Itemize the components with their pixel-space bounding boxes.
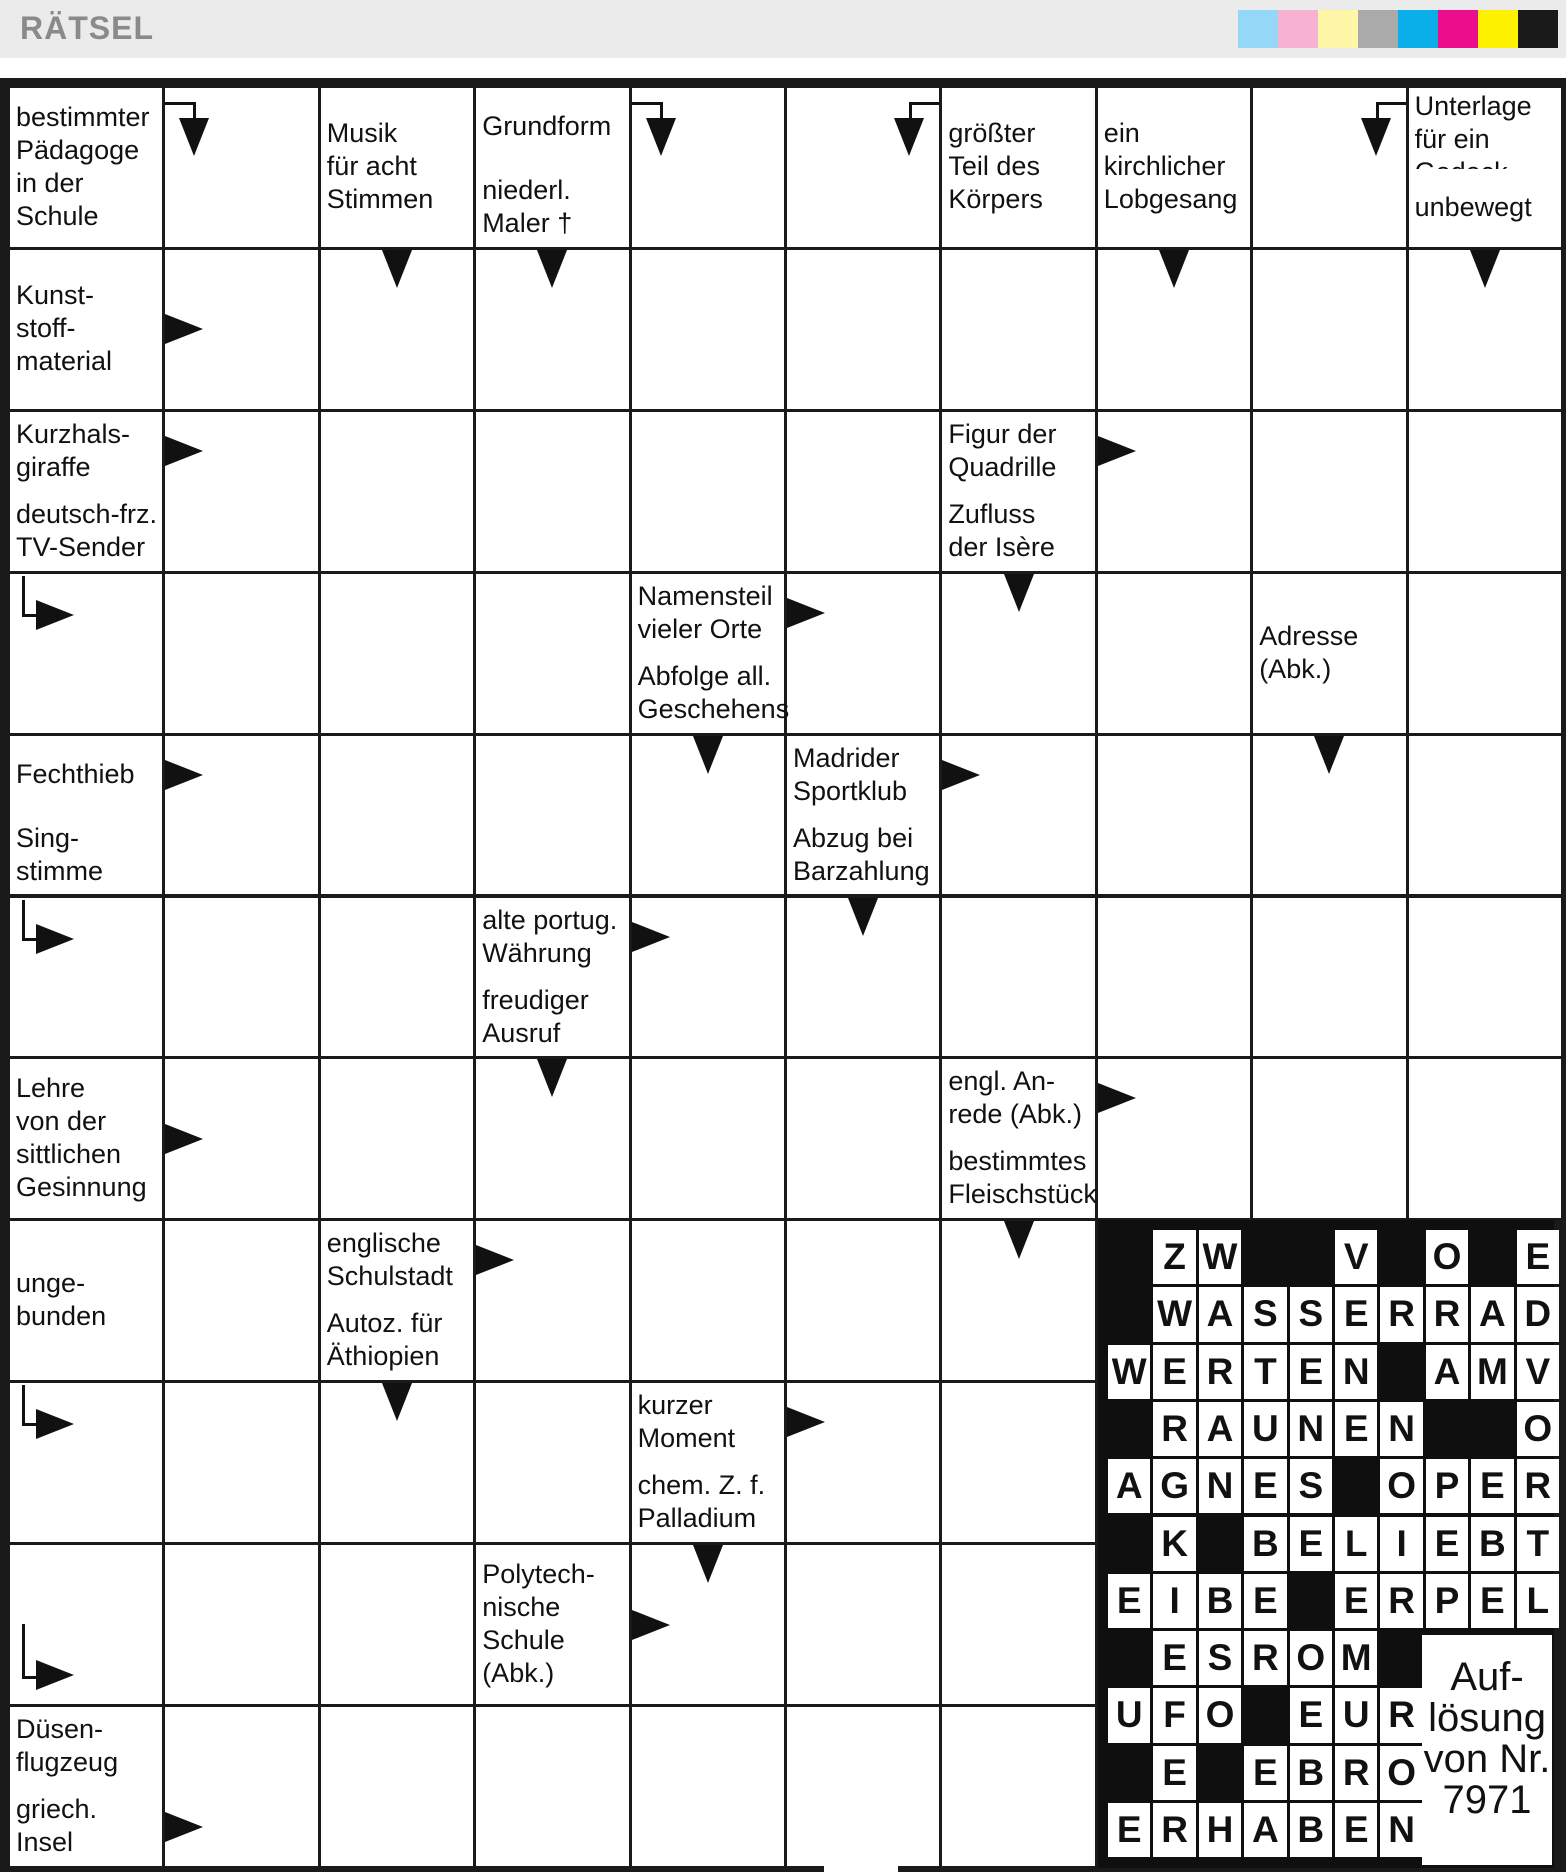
- arrow-down-icon: [1004, 1221, 1034, 1259]
- arrow-bend-icon: [22, 576, 25, 614]
- grid-cell[interactable]: [165, 1383, 317, 1542]
- arrow-down-icon: [693, 736, 723, 774]
- clue-c11: Figur der Quadrille: [942, 412, 1094, 490]
- solution-letter: A: [1108, 1459, 1150, 1513]
- grid-cell[interactable]: [321, 574, 473, 733]
- clue-c0: bestimmter Pädagoge in der Schule: [10, 88, 162, 247]
- arrow-right-icon: [36, 1660, 74, 1690]
- solution-letter: L: [1517, 1574, 1559, 1628]
- solution-letter: B: [1290, 1746, 1332, 1800]
- grid-cell[interactable]: [942, 898, 1094, 1057]
- clue-c26: englische Schulstadt: [321, 1221, 473, 1299]
- solution-letter: R: [1517, 1459, 1559, 1513]
- grid-cell[interactable]: [787, 1707, 939, 1866]
- arrow-bend-icon: [22, 1423, 36, 1426]
- solution-letter: T: [1517, 1517, 1559, 1571]
- grid-cell[interactable]: [1253, 250, 1405, 409]
- grid-cell[interactable]: [476, 574, 628, 733]
- grid-cell[interactable]: [787, 1059, 939, 1218]
- grid-cell[interactable]: [787, 412, 939, 571]
- grid-cell[interactable]: [476, 736, 628, 895]
- solution-letter: E: [1335, 1574, 1377, 1628]
- arrow-right-icon: [632, 922, 670, 952]
- grid-cell[interactable]: [1253, 898, 1405, 1057]
- arrow-right-icon: [165, 760, 203, 790]
- arrow-right-icon: [942, 760, 980, 790]
- clue-c30: Polytech- nische Schule (Abk.): [476, 1545, 628, 1704]
- arrow-down-icon: [1159, 250, 1189, 288]
- arrow-bend-icon: [909, 102, 939, 105]
- arrow-right-icon: [36, 1409, 74, 1439]
- arrow-down-icon: [1004, 574, 1034, 612]
- clue-c1: Musik für acht Stimmen: [321, 88, 473, 247]
- solution-letter: P: [1426, 1459, 1468, 1513]
- solution-letter: R: [1380, 1574, 1422, 1628]
- solution-letter: U: [1335, 1688, 1377, 1742]
- solution-letter: S: [1199, 1631, 1241, 1685]
- arrow-bend-icon: [22, 1624, 25, 1679]
- solution-letter: I: [1153, 1574, 1195, 1628]
- arrow-bend-icon: [22, 1676, 36, 1679]
- arrow-down-icon: [646, 118, 676, 156]
- solution-letter: O: [1290, 1631, 1332, 1685]
- arrow-down-icon: [537, 1059, 567, 1097]
- arrow-right-icon: [787, 598, 825, 628]
- solution-letter: A: [1426, 1345, 1468, 1399]
- clue-c19: Abzug bei Barzahlung: [787, 817, 939, 895]
- grid-cell[interactable]: [942, 1383, 1094, 1542]
- grid-cell[interactable]: [476, 1707, 628, 1866]
- solution-letter: N: [1380, 1402, 1422, 1456]
- section-title: RÄTSEL: [20, 10, 154, 46]
- solution-letter: E: [1153, 1631, 1195, 1685]
- solution-letter: A: [1244, 1803, 1286, 1857]
- solution-letter: O: [1517, 1402, 1559, 1456]
- solution-letter: R: [1426, 1287, 1468, 1341]
- solution-letter: D: [1517, 1287, 1559, 1341]
- grid-cell[interactable]: [632, 1707, 784, 1866]
- arrow-right-icon: [165, 1812, 203, 1842]
- clue-c23: engl. An- rede (Abk.): [942, 1059, 1094, 1137]
- grid-cell[interactable]: [1409, 412, 1561, 571]
- arrow-bend-icon: [660, 102, 663, 118]
- arrow-down-icon: [179, 118, 209, 156]
- grid-cell[interactable]: [787, 1545, 939, 1704]
- clue-c3: niederl. Maler †: [476, 169, 628, 247]
- solution-letter: U: [1244, 1402, 1286, 1456]
- clue-c31: Düsen- flugzeug: [10, 1707, 162, 1785]
- grid-cell[interactable]: [1098, 736, 1250, 895]
- arrow-down-icon: [537, 250, 567, 288]
- clue-c7: unbewegt: [1409, 169, 1561, 247]
- grid-cell[interactable]: [942, 1707, 1094, 1866]
- solution-letter: E: [1335, 1803, 1377, 1857]
- clue-c15: Adresse (Abk.): [1253, 574, 1405, 733]
- arrow-right-icon: [165, 314, 203, 344]
- grid-cell[interactable]: [321, 1059, 473, 1218]
- solution-letter: O: [1380, 1746, 1422, 1800]
- grid-cell[interactable]: [165, 1221, 317, 1380]
- color-swatch: [1518, 10, 1558, 48]
- solution-letter: O: [1199, 1688, 1241, 1742]
- arrow-bend-icon: [909, 102, 912, 118]
- solution-letter: E: [1153, 1746, 1195, 1800]
- solution-letter: W: [1108, 1345, 1150, 1399]
- solution-letter: W: [1199, 1230, 1241, 1284]
- grid-cell[interactable]: [787, 250, 939, 409]
- solution-letter: E: [1108, 1803, 1150, 1857]
- arrow-down-icon: [693, 1545, 723, 1583]
- clue-c9: Kurzhals- giraffe: [10, 412, 162, 490]
- solution-letter: E: [1290, 1345, 1332, 1399]
- solution-letter: T: [1244, 1345, 1286, 1399]
- arrow-bend-icon: [22, 900, 25, 938]
- solution-letter: Z: [1153, 1230, 1195, 1284]
- clue-c32: griech. Insel: [10, 1788, 162, 1866]
- solution-letter: M: [1471, 1345, 1513, 1399]
- clue-c8: Kunst- stoff- material: [10, 250, 162, 409]
- grid-cell[interactable]: [1409, 1059, 1561, 1218]
- solution-letter: O: [1426, 1230, 1468, 1284]
- solution-letter: U: [1108, 1688, 1150, 1742]
- grid-cell[interactable]: [321, 412, 473, 571]
- solution-letter: E: [1335, 1287, 1377, 1341]
- grid-cell[interactable]: [632, 88, 784, 247]
- grid-cell[interactable]: [10, 1383, 162, 1542]
- solution-letter: E: [1426, 1517, 1468, 1571]
- arrow-bend-icon: [1376, 102, 1406, 105]
- solution-letter: O: [1380, 1459, 1422, 1513]
- solution-letter: A: [1199, 1402, 1241, 1456]
- color-swatch: [1318, 10, 1358, 48]
- solution-letter: S: [1244, 1287, 1286, 1341]
- solution-letter: V: [1517, 1345, 1559, 1399]
- grid-cell[interactable]: [165, 1545, 317, 1704]
- arrow-right-icon: [632, 1610, 670, 1640]
- solution-letter: N: [1380, 1803, 1422, 1857]
- solution-letter: V: [1335, 1230, 1377, 1284]
- clue-c21: freudiger Ausruf: [476, 979, 628, 1057]
- clue-c17: Sing- stimme: [10, 817, 162, 895]
- solution-letter: R: [1153, 1803, 1195, 1857]
- solution-letter: S: [1290, 1287, 1332, 1341]
- clue-c16: Fechthieb: [10, 736, 162, 814]
- solution-letter: B: [1199, 1574, 1241, 1628]
- solution-caption: Auf- lösung von Nr. 7971: [1422, 1635, 1552, 1865]
- grid-cell[interactable]: [165, 898, 317, 1057]
- header-bar: [0, 0, 1566, 58]
- grid-cell[interactable]: [942, 1545, 1094, 1704]
- clue-c29: chem. Z. f. Palladium: [632, 1464, 784, 1542]
- clue-c20: alte portug. Währung: [476, 898, 628, 976]
- arrow-down-icon: [382, 1383, 412, 1421]
- arrow-right-icon: [1098, 436, 1136, 466]
- solution-letter: E: [1244, 1459, 1286, 1513]
- solution-letter: F: [1153, 1688, 1195, 1742]
- solution-letter: N: [1290, 1402, 1332, 1456]
- arrow-down-icon: [894, 118, 924, 156]
- color-swatch: [1358, 10, 1398, 48]
- solution-letter: P: [1426, 1574, 1468, 1628]
- clue-c18: Madrider Sportklub: [787, 736, 939, 814]
- grid-cell[interactable]: [10, 898, 162, 1057]
- grid-cell[interactable]: [787, 88, 939, 247]
- solution-letter: B: [1244, 1517, 1286, 1571]
- solution-letter: R: [1380, 1688, 1422, 1742]
- color-swatch: [1278, 10, 1318, 48]
- arrow-bend-icon: [22, 1385, 25, 1423]
- grid-cell[interactable]: [1409, 898, 1561, 1057]
- arrow-down-icon: [1314, 736, 1344, 774]
- clue-c22: Lehre von der sittlichen Gesinnung: [10, 1059, 162, 1218]
- solution-letter: K: [1153, 1517, 1195, 1571]
- solution-letter: H: [1199, 1803, 1241, 1857]
- grid-cell[interactable]: [10, 1545, 162, 1704]
- arrow-right-icon: [36, 600, 74, 630]
- solution-letter: G: [1153, 1459, 1195, 1513]
- solution-letter: E: [1517, 1230, 1559, 1284]
- arrow-bend-icon: [632, 102, 660, 105]
- grid-cell[interactable]: [321, 898, 473, 1057]
- grid-cell[interactable]: [321, 1707, 473, 1866]
- solution-letter: E: [1244, 1746, 1286, 1800]
- arrow-bend-icon: [22, 938, 36, 941]
- grid-cell[interactable]: [1409, 736, 1561, 895]
- solution-letter: N: [1335, 1345, 1377, 1399]
- grid-cell[interactable]: [1409, 574, 1561, 733]
- arrow-right-icon: [1098, 1083, 1136, 1113]
- grid-cell[interactable]: [1098, 898, 1250, 1057]
- arrow-right-icon: [165, 1124, 203, 1154]
- solution-letter: E: [1108, 1574, 1150, 1628]
- arrow-bend-icon: [1376, 102, 1379, 118]
- clue-c5: ein kirchlicher Lobgesang: [1098, 88, 1250, 247]
- grid-cell[interactable]: [1253, 1059, 1405, 1218]
- arrow-down-icon: [1361, 118, 1391, 156]
- solution-letter: E: [1335, 1402, 1377, 1456]
- clue-c12: Zufluss der Isère: [942, 493, 1094, 571]
- solution-letter: W: [1153, 1287, 1195, 1341]
- arrow-right-icon: [787, 1407, 825, 1437]
- solution-letter: A: [1471, 1287, 1513, 1341]
- solution-letter: E: [1153, 1345, 1195, 1399]
- clue-c27: Autoz. für Äthiopien: [321, 1302, 473, 1380]
- solution-letter: I: [1380, 1517, 1422, 1571]
- grid-cell[interactable]: [632, 412, 784, 571]
- grid-cell[interactable]: [165, 88, 317, 247]
- grid-cell[interactable]: [1253, 88, 1405, 247]
- grid-cell[interactable]: [632, 250, 784, 409]
- solution-letter: R: [1244, 1631, 1286, 1685]
- solution-letter: E: [1471, 1574, 1513, 1628]
- solution-letter: S: [1290, 1459, 1332, 1513]
- arrow-right-icon: [36, 924, 74, 954]
- solution-letter: R: [1335, 1746, 1377, 1800]
- clue-c2: Grundform: [476, 88, 628, 166]
- solution-letter: E: [1244, 1574, 1286, 1628]
- arrow-bend-icon: [22, 614, 36, 617]
- solution-letter: B: [1290, 1803, 1332, 1857]
- grid-cell[interactable]: [1253, 412, 1405, 571]
- solution-letter: E: [1471, 1459, 1513, 1513]
- grid-cell[interactable]: [1098, 574, 1250, 733]
- grid-cell[interactable]: [476, 1383, 628, 1542]
- grid-cell[interactable]: [787, 1221, 939, 1380]
- solution-letter: A: [1199, 1287, 1241, 1341]
- arrow-down-icon: [848, 898, 878, 936]
- solution-letter: M: [1335, 1631, 1377, 1685]
- solution-letter: L: [1335, 1517, 1377, 1571]
- clue-c24: bestimmtes Fleischstück: [942, 1140, 1094, 1218]
- solution-letter: N: [1199, 1459, 1241, 1513]
- color-swatch: [1398, 10, 1438, 48]
- grid-cell[interactable]: [321, 736, 473, 895]
- solution-letter: B: [1471, 1517, 1513, 1571]
- solution-letter: E: [1290, 1517, 1332, 1571]
- clue-c13: Namensteil vieler Orte: [632, 574, 784, 652]
- color-swatch: [1238, 10, 1278, 48]
- clue-c4: größter Teil des Körpers: [942, 88, 1094, 247]
- color-swatch: [1478, 10, 1518, 48]
- color-swatch: [1438, 10, 1478, 48]
- grid-cell[interactable]: [632, 1059, 784, 1218]
- clue-c10: deutsch-frz. TV-Sender: [10, 493, 162, 571]
- grid-cell[interactable]: [321, 1545, 473, 1704]
- clue-c14: Abfolge all. Geschehens: [632, 655, 784, 733]
- clue-c28: kurzer Moment: [632, 1383, 784, 1461]
- grid-cell[interactable]: [165, 1707, 317, 1866]
- arrow-bend-icon: [165, 102, 193, 105]
- solution-letter: R: [1380, 1287, 1422, 1341]
- grid-cell[interactable]: [632, 1221, 784, 1380]
- clue-c25: unge- bunden: [10, 1221, 162, 1380]
- solution-letter: R: [1199, 1345, 1241, 1399]
- grid-cell[interactable]: [165, 574, 317, 733]
- arrow-bend-icon: [193, 102, 196, 118]
- arrow-down-icon: [1470, 250, 1500, 288]
- grid-cell[interactable]: [10, 574, 162, 733]
- arrow-right-icon: [165, 436, 203, 466]
- solution-letter: R: [1153, 1402, 1195, 1456]
- solution-letter: E: [1290, 1688, 1332, 1742]
- arrow-down-icon: [382, 250, 412, 288]
- grid-cell[interactable]: [942, 250, 1094, 409]
- color-swatches: [1238, 10, 1558, 48]
- grid-cell[interactable]: [476, 412, 628, 571]
- clue-c6: Unterlage für ein: [1409, 88, 1561, 166]
- arrow-right-icon: [476, 1245, 514, 1275]
